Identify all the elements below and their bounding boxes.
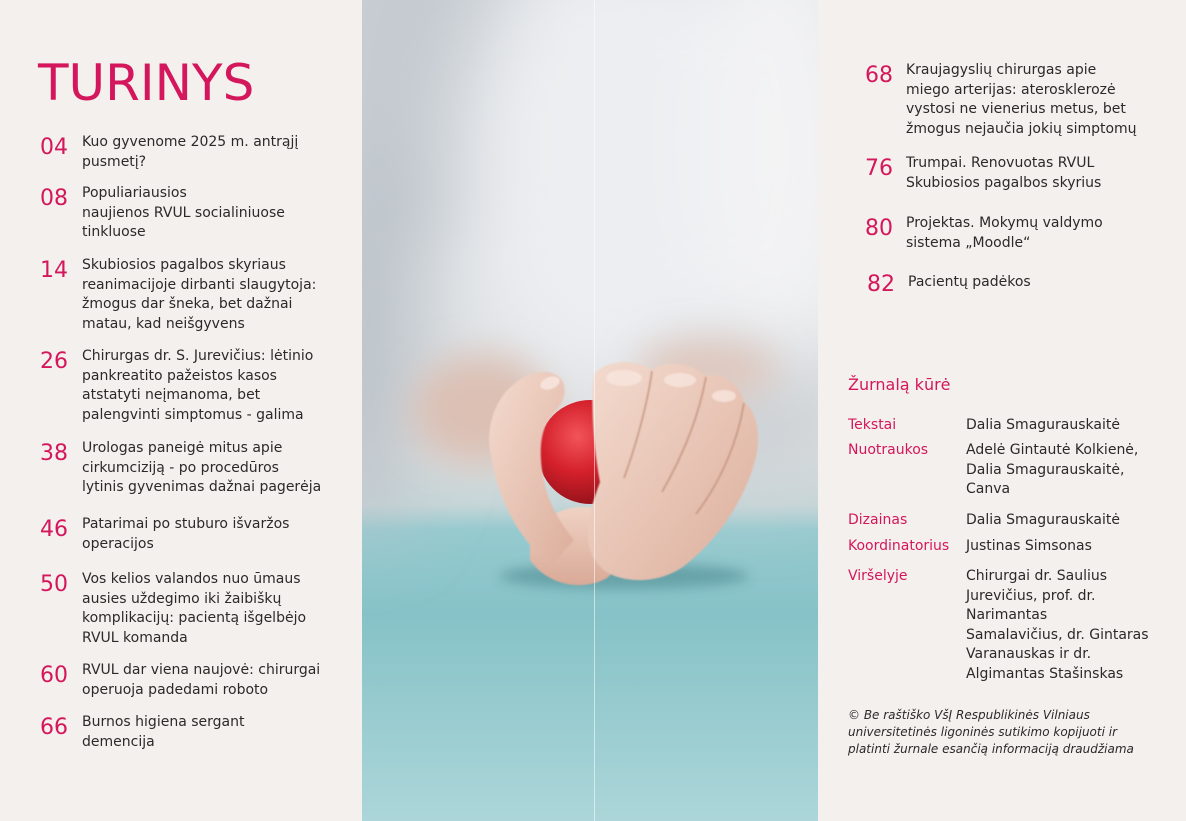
toc-page-number: 76: [865, 156, 893, 181]
toc-page-number: 46: [40, 517, 68, 542]
toc-article-title: Burnos higiena sergant demencija: [82, 714, 245, 750]
toc-article-title: Pacientų padėkos: [908, 274, 1031, 290]
toc-article-title: Kraujagyslių chirurgas apie miego arterijas: aterosklerozė vystosi ne vienerius metus, bet žmogus nejaučia jokių simptomų: [906, 62, 1137, 137]
toc-entry: [30, 439, 321, 498]
toc-entry: [850, 214, 1103, 253]
credit-value: Dalia Smagurauskaitė: [966, 512, 1120, 528]
credit-value: Adelė Gintautė Kolkienė, Dalia Smagurauskaitė, Canva: [966, 442, 1139, 497]
toc-article-title: Projektas. Mokymų valdymo sistema „Moodle“: [906, 215, 1103, 251]
copyright-notice: © Be raštiško VšĮ Respublikinės Vilniaus universitetinės ligoninės sutikimo kopijuoti ir platinti žurnale esančią informaciją draudžiama: [848, 708, 1134, 756]
toc-entry: [30, 570, 306, 648]
toc-entry: [850, 61, 1137, 139]
toc-article-title: Trumpai. Renovuotas RVUL Skubiosios pagalbos skyrius: [906, 155, 1102, 191]
credit-value: Chirurgai dr. Saulius Jurevičius, prof. dr. Narimantas Samalavičius, dr. Gintaras Varanauskas ir dr. Algimantas Stašinskas: [966, 568, 1149, 682]
toc-page-number: 26: [40, 349, 68, 374]
toc-article-title: Urologas paneigė mitus apie cirkumciziją - po procedūros lytinis gyvenimas dažnai pagerėja: [82, 440, 322, 495]
credit-label: Nuotraukos: [848, 442, 929, 458]
toc-entry: [30, 256, 316, 334]
toc-page-number: 08: [40, 186, 68, 211]
toc-article-title: Populiariausios naujienos RVUL socialiniuose tinkluose: [82, 185, 285, 240]
toc-entry: [30, 515, 289, 554]
toc-entry: [30, 184, 285, 243]
toc-page-number: 38: [40, 441, 68, 466]
toc-article-title: Chirurgas dr. S. Jurevičius: lėtinio pankreatito pažeistos kasos atstatyti neįmanoma, bet palengvinti simptomus - galima: [82, 348, 314, 423]
toc-page-number: 66: [40, 715, 68, 740]
credit-label: Koordinatorius: [848, 538, 950, 554]
credit-value: Justinas Simsonas: [966, 538, 1092, 554]
credit-label: Dizainas: [848, 512, 908, 528]
toc-page-number: 50: [40, 572, 68, 597]
cover-photo: [362, 0, 818, 821]
toc-page-number: 60: [40, 663, 68, 688]
toc-entry: [30, 347, 313, 425]
toc-page-number: 14: [40, 258, 68, 283]
toc-article-title: RVUL dar viena naujovė: chirurgai operuoja padedami roboto: [82, 662, 321, 698]
toc-entry: [850, 154, 1101, 193]
toc-article-title: Kuo gyvenome 2025 m. antrąjį pusmetį?: [82, 134, 299, 170]
toc-entry: [30, 661, 320, 700]
toc-entry: [30, 133, 298, 172]
toc-page-number: 68: [865, 63, 893, 88]
toc-page-number: 80: [865, 216, 893, 241]
toc-entry: [852, 273, 1031, 296]
toc-article-title: Patarimai po stuburo išvaržos operacijos: [82, 516, 290, 552]
credits-heading: Žurnalą kūrė: [848, 375, 951, 394]
credit-label: Tekstai: [848, 417, 897, 433]
credit-label: Viršelyje: [848, 568, 908, 584]
toc-article-title: Vos kelios valandos nuo ūmaus ausies uždegimo iki žaibiškų komplikacijų: pacientą išgelbėjo RVUL komanda: [82, 571, 307, 646]
page-title: TURINYS: [38, 54, 255, 112]
toc-page-number: 04: [40, 135, 68, 160]
toc-entry: [30, 713, 244, 752]
toc-page-number: 82: [867, 272, 895, 297]
credit-value: Dalia Smagurauskaitė: [966, 417, 1120, 433]
toc-article-title: Skubiosios pagalbos skyriaus reanimacijoje dirbanti slaugytoja: žmogus dar šneka, bet dažnai matau, kad neišgyvens: [82, 257, 317, 332]
